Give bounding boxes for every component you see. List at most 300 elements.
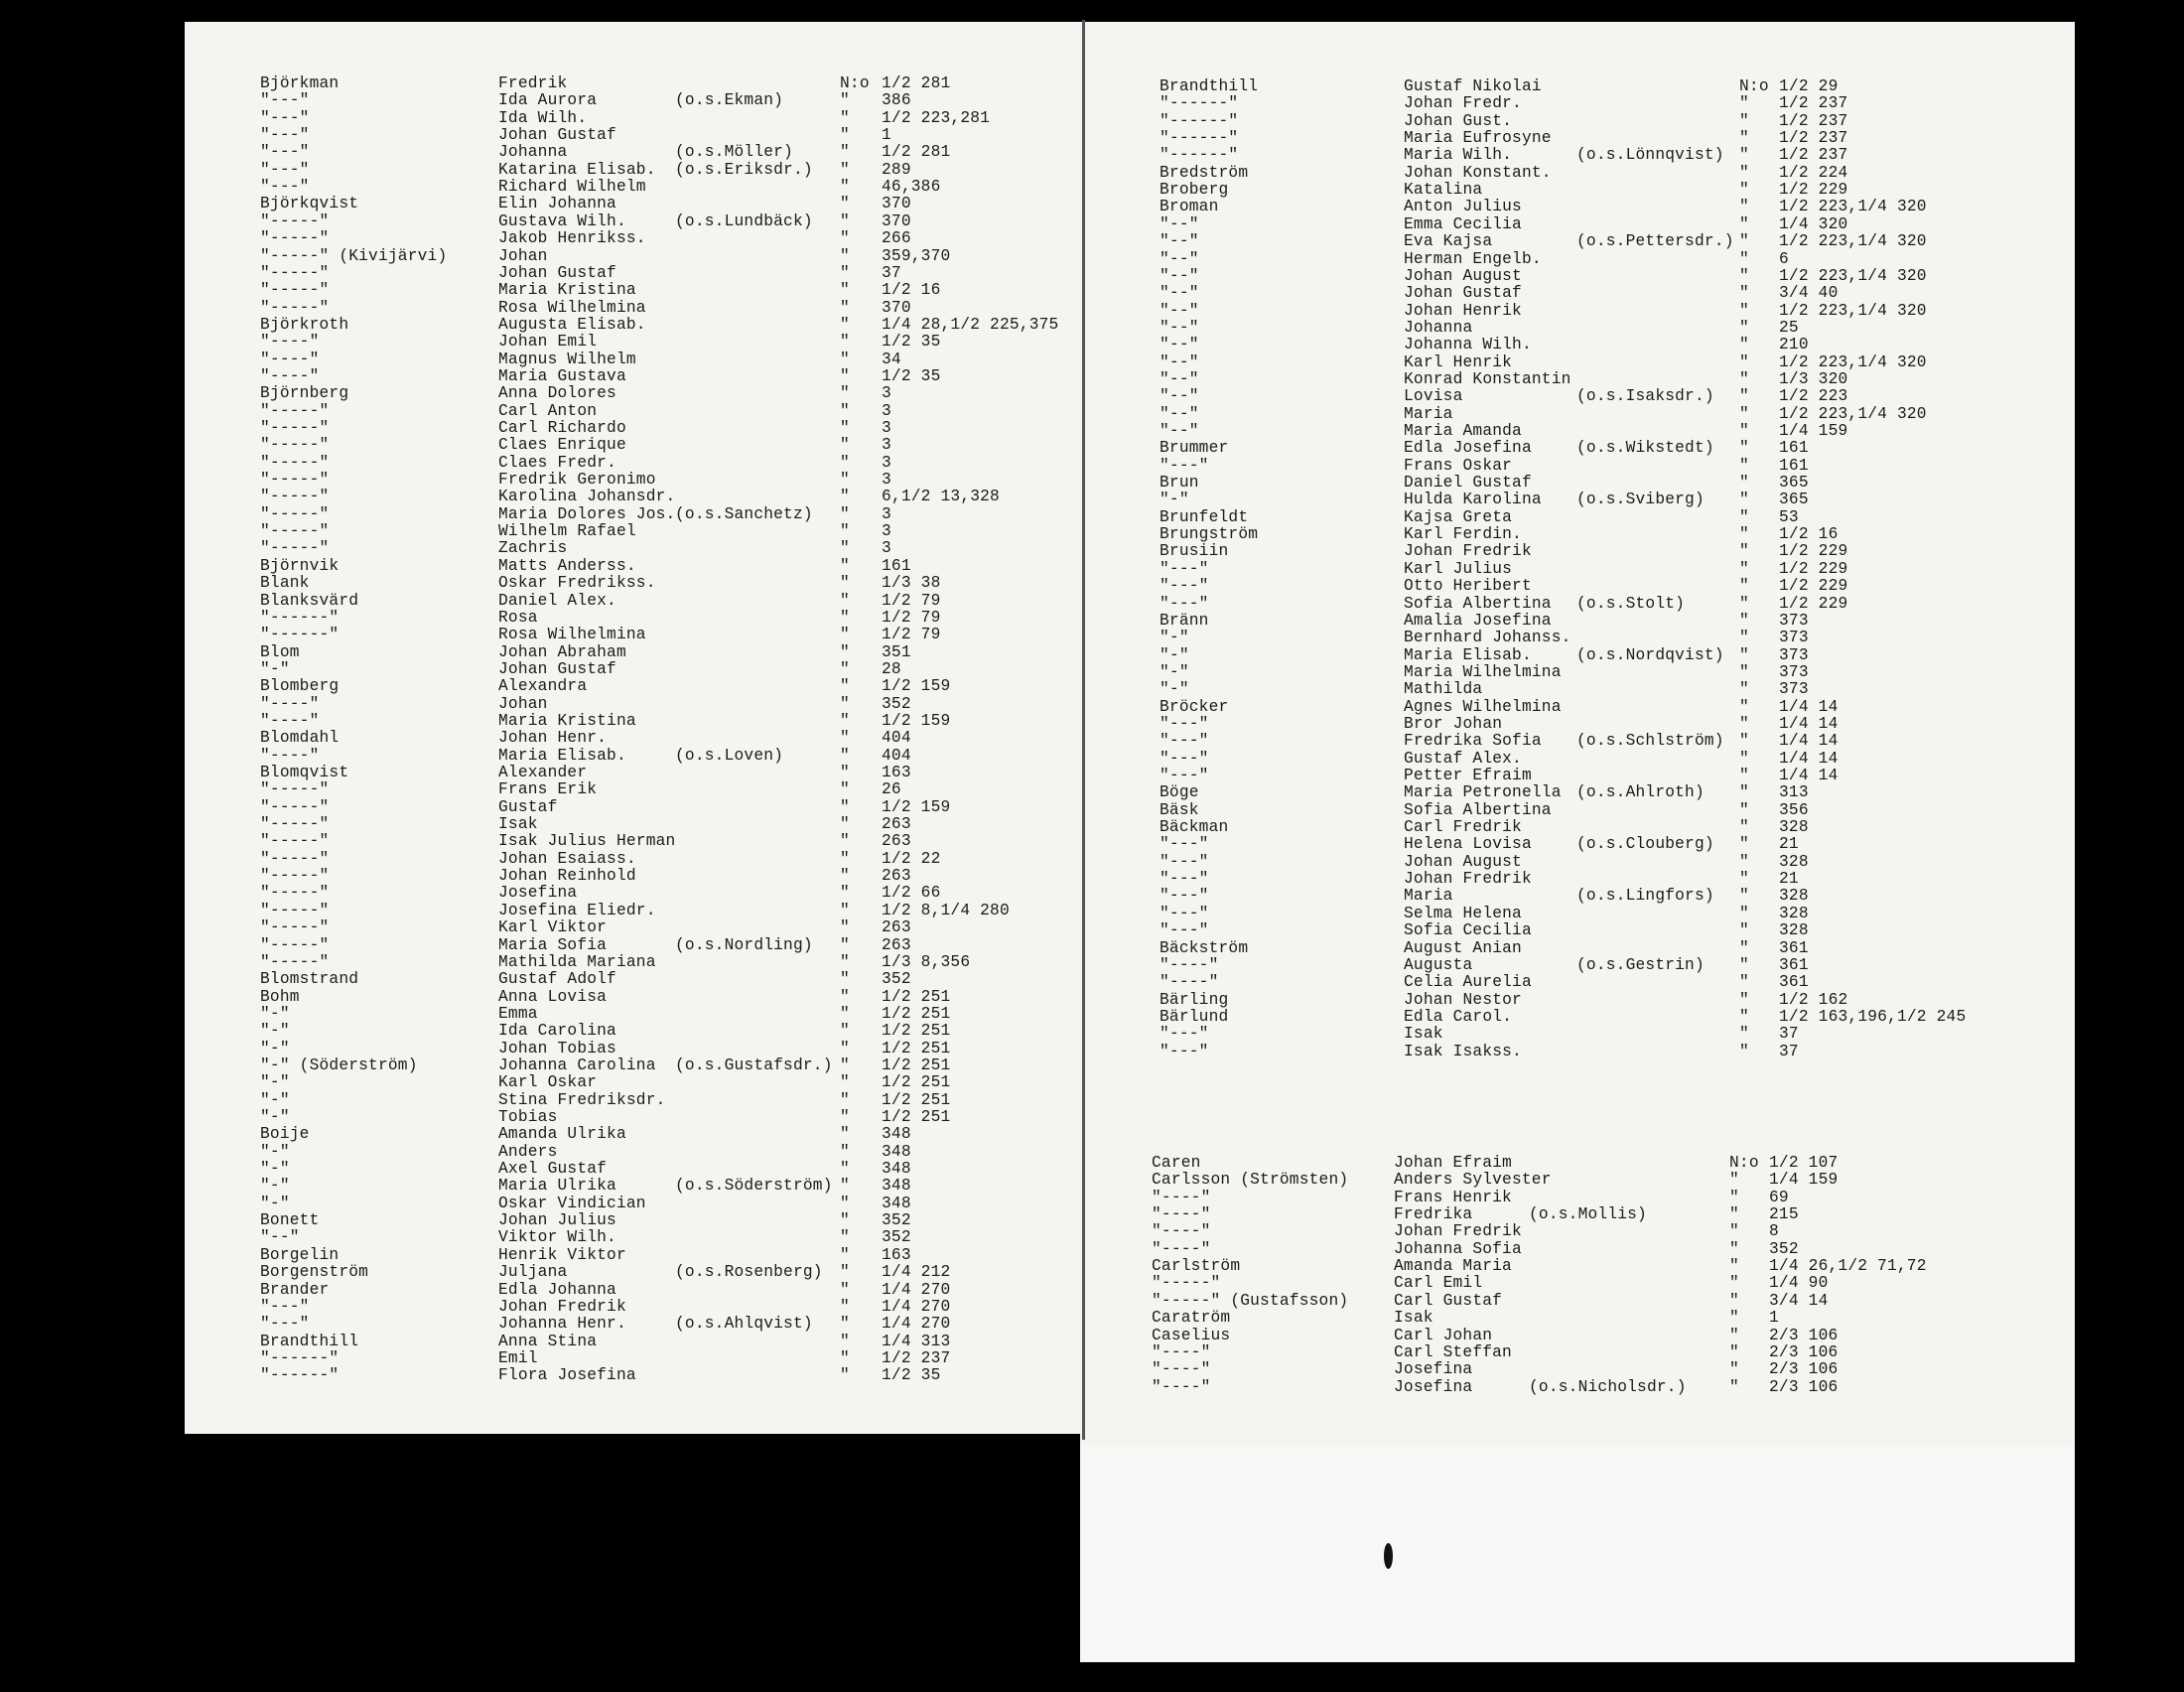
entry-given-name: Zachris [498, 539, 568, 558]
entry-surname: "----" [260, 694, 320, 713]
entry-reference: 1/2 16 [1779, 525, 1839, 544]
entry-given-name: Fredrik Geronimo [498, 471, 656, 490]
entry-surname: "---" [1160, 559, 1209, 578]
entry-given-name: Alexandra [498, 677, 588, 696]
entry-reference: 1/2 159 [882, 711, 951, 730]
entry-given-name: Anna Lovisa [498, 987, 608, 1006]
entry-ref-prefix: " [1729, 1309, 1739, 1328]
entry-reference: 1/4 14 [1779, 749, 1839, 768]
entry-given-name: Johan Tobias [498, 1039, 616, 1058]
entry-reference: 161 [882, 556, 911, 575]
entry-surname: Bonett [260, 1211, 320, 1230]
entry-surname: "-----" [260, 867, 330, 886]
entry-surname: Borgelin [260, 1245, 340, 1264]
entry-given-name: Gustaf Adolf [498, 970, 616, 989]
entry-ref-prefix: " [1739, 611, 1749, 630]
entry-surname: Bäckström [1160, 938, 1249, 957]
entry-reference: 289 [882, 160, 911, 179]
entry-reference: 328 [1779, 887, 1809, 906]
entry-ref-prefix: " [840, 350, 850, 368]
entry-given-name: Isak [498, 815, 538, 834]
entry-surname: "---" [260, 1315, 310, 1334]
entry-reference: 1/2 223,1/4 320 [1779, 232, 1927, 251]
entry-reference: 2/3 106 [1769, 1360, 1839, 1379]
entry-surname: "---" [260, 160, 310, 179]
entry-given-name: Johan [498, 246, 548, 265]
entry-ref-prefix: " [840, 539, 850, 558]
entry-given-name: Johanna Henr. [498, 1315, 626, 1334]
entry-surname: "---" [1160, 577, 1209, 596]
entry-surname: "-----" [260, 263, 330, 282]
entry-given-name: Lovisa [1404, 387, 1463, 406]
entry-ref-prefix: " [840, 333, 850, 352]
entry-surname: Borgenström [260, 1263, 369, 1282]
entry-surname: "---" [1160, 594, 1209, 613]
entry-given-name: Emma Cecilia [1404, 214, 1522, 233]
entry-given-name: Anton Julius [1404, 198, 1522, 216]
entry-given-name: Frans Oskar [1404, 456, 1513, 475]
entry-given-name: Maria Wilhelmina [1404, 662, 1562, 681]
entry-reference: 365 [1779, 474, 1809, 493]
entry-given-name: Richard Wilhelm [498, 178, 646, 197]
entry-ref-prefix: " [840, 918, 850, 937]
entry-reference: 1/4 26,1/2 71,72 [1769, 1257, 1927, 1276]
entry-surname: Björnberg [260, 384, 349, 403]
entry-surname: "----" [1152, 1188, 1211, 1206]
entry-reference: 352 [882, 694, 911, 713]
entry-ref-prefix: " [1739, 94, 1749, 113]
entry-ref-prefix: " [1739, 1007, 1749, 1026]
entry-ref-prefix: " [840, 1315, 850, 1334]
entry-given-name: Carl Johan [1394, 1326, 1493, 1344]
entry-surname: "-" [260, 1073, 290, 1092]
entry-ref-prefix: " [1739, 198, 1749, 216]
entry-reference: 1/4 159 [1779, 422, 1848, 440]
entry-reference: 1/2 251 [882, 987, 951, 1006]
entry-given-name: Edla Josefina [1404, 439, 1532, 458]
entry-ref-prefix: " [840, 488, 850, 506]
entry-reference: 3 [882, 436, 891, 455]
entry-given-name: Frans Henrik [1394, 1188, 1512, 1206]
entry-reference: 1/2 229 [1779, 559, 1848, 578]
entry-reference: 28 [882, 659, 901, 678]
entry-surname: "-" [260, 1039, 290, 1058]
entry-ref-prefix: " [840, 108, 850, 127]
entry-maiden-name: (o.s.Isaksdr.) [1576, 387, 1714, 406]
entry-surname: "--" [1160, 301, 1199, 320]
entry-given-name: Frans Erik [498, 780, 598, 799]
entry-ref-prefix: " [840, 195, 850, 213]
entry-given-name: Sofia Albertina [1404, 594, 1552, 613]
entry-ref-prefix: " [1739, 870, 1749, 889]
entry-surname: Bränn [1160, 611, 1209, 630]
entry-ref-prefix: " [1739, 783, 1749, 802]
entry-given-name: Gustava Wilh. [498, 212, 626, 230]
entry-surname: "---" [1160, 456, 1209, 475]
entry-reference: 1/4 270 [882, 1315, 951, 1334]
entry-surname: "--" [1160, 266, 1199, 285]
entry-reference: 1/2 237 [1779, 129, 1848, 148]
entry-surname: "-----" [260, 815, 330, 834]
entry-surname: "--" [1160, 336, 1199, 354]
entry-ref-prefix: " [1729, 1171, 1739, 1190]
entry-reference: 1/2 159 [882, 677, 951, 696]
entry-given-name: Celia Aurelia [1404, 973, 1532, 992]
entry-surname: Carlsson (Strömsten) [1152, 1171, 1349, 1190]
entry-surname: "-----" [260, 419, 330, 437]
entry-surname: "------" [260, 608, 340, 627]
entry-given-name: Kajsa Greta [1404, 507, 1513, 526]
entry-ref-prefix: " [840, 1022, 850, 1041]
entry-reference: 1/2 223,281 [882, 108, 991, 127]
entry-maiden-name: (o.s.Ahlroth) [1576, 783, 1705, 802]
entry-maiden-name: (o.s.Söderström) [675, 1177, 833, 1196]
entry-given-name: Isak [1394, 1309, 1433, 1328]
entry-given-name: Johan Fredr. [1404, 94, 1522, 113]
entry-reference: 21 [1779, 870, 1799, 889]
entry-given-name: Selma Helena [1404, 904, 1522, 922]
entry-surname: "-" [260, 1194, 290, 1212]
entry-ref-prefix: " [840, 797, 850, 816]
entry-given-name: Carl Anton [498, 401, 598, 420]
entry-ref-prefix: " [1739, 559, 1749, 578]
entry-ref-prefix: " [1729, 1188, 1739, 1206]
entry-surname: Brummer [1160, 439, 1229, 458]
entry-given-name: Josefina [1394, 1377, 1473, 1396]
entry-given-name: Viktor Wilh. [498, 1228, 616, 1247]
entry-ref-prefix: " [1729, 1326, 1739, 1344]
entry-surname: "--" [1160, 249, 1199, 268]
entry-surname: "--" [260, 1228, 300, 1247]
entry-ref-prefix: " [1739, 369, 1749, 388]
entry-surname: "----" [260, 746, 320, 765]
entry-surname: "-----" [260, 436, 330, 455]
entry-surname: Bröcker [1160, 697, 1229, 716]
entry-surname: Caren [1152, 1154, 1201, 1172]
entry-reference: 263 [882, 935, 911, 954]
entry-reference: 1/2 251 [882, 1056, 951, 1074]
entry-reference: 1/2 229 [1779, 181, 1848, 200]
entry-reference: 2/3 106 [1769, 1377, 1839, 1396]
entry-reference: 328 [1779, 818, 1809, 837]
entry-ref-prefix: " [840, 436, 850, 455]
entry-reference: 8 [1769, 1222, 1779, 1241]
entry-surname: "---" [1160, 1042, 1209, 1060]
entry-ref-prefix: " [840, 1090, 850, 1109]
entry-reference: 1/2 229 [1779, 577, 1848, 596]
entry-surname: Brusiin [1160, 542, 1229, 561]
entry-given-name: Fredrika Sofia [1404, 732, 1542, 751]
entry-given-name: Fredrik [498, 74, 568, 92]
entry-maiden-name: (o.s.Lönnqvist) [1576, 146, 1724, 165]
entry-given-name: Petter Efraim [1404, 767, 1532, 784]
entry-given-name: Claes Enrique [498, 436, 626, 455]
entry-surname: "----" [1152, 1239, 1211, 1258]
entry-reference: 1/4 90 [1769, 1274, 1829, 1293]
entry-maiden-name: (o.s.Ekman) [675, 91, 784, 110]
entry-reference: 1/2 22 [882, 849, 941, 868]
entry-given-name: Maria Eufrosyne [1404, 129, 1552, 148]
entry-ref-prefix: N:o [840, 74, 870, 92]
entry-ref-prefix: " [840, 160, 850, 179]
entry-given-name: Maria Petronella [1404, 783, 1562, 802]
entry-surname: "-----" [260, 901, 330, 919]
entry-surname: Brander [260, 1280, 330, 1299]
entry-given-name: Anders [498, 1142, 558, 1161]
entry-ref-prefix: " [1729, 1342, 1739, 1361]
entry-reference: 210 [1779, 336, 1809, 354]
entry-given-name: Bernhard Johanss. [1404, 629, 1571, 647]
entry-ref-prefix: " [1739, 129, 1749, 148]
entry-ref-prefix: " [840, 212, 850, 230]
entry-surname: "----" [1152, 1377, 1211, 1396]
entry-reference: 1/2 223 [1779, 387, 1848, 406]
entry-reference: 1/2 251 [882, 1004, 951, 1023]
entry-surname: "----" [260, 366, 320, 385]
entry-ref-prefix: " [1739, 284, 1749, 303]
entry-surname: "-----" [260, 918, 330, 937]
entry-reference: 1/2 16 [882, 281, 941, 300]
entry-ref-prefix: " [840, 178, 850, 197]
entry-reference: 365 [1779, 491, 1809, 509]
entry-ref-prefix: " [840, 711, 850, 730]
entry-given-name: Edla Carol. [1404, 1007, 1513, 1026]
entry-given-name: Maria Sofia [498, 935, 608, 954]
entry-ref-prefix: " [840, 901, 850, 919]
entry-ref-prefix: " [1739, 525, 1749, 544]
entry-surname: Broberg [1160, 181, 1229, 200]
entry-ref-prefix: " [1739, 629, 1749, 647]
entry-ref-prefix: " [840, 952, 850, 971]
entry-ref-prefix: " [1739, 336, 1749, 354]
entry-given-name: Johan Gustaf [498, 263, 616, 282]
entry-reference: 1/2 281 [882, 143, 951, 162]
entry-ref-prefix: " [840, 1228, 850, 1247]
entry-ref-prefix: " [840, 1004, 850, 1023]
entry-ref-prefix: " [1739, 318, 1749, 337]
entry-ref-prefix: " [1739, 749, 1749, 768]
entry-surname: "----" [1160, 955, 1219, 974]
entry-surname: "---" [1160, 904, 1209, 922]
entry-ref-prefix: " [840, 1108, 850, 1126]
entry-ref-prefix: " [840, 780, 850, 799]
entry-surname: "---" [1160, 835, 1209, 854]
entry-ref-prefix: " [1739, 852, 1749, 871]
entry-given-name: Johan Fredrik [498, 1297, 626, 1316]
entry-reference: 1/2 251 [882, 1073, 951, 1092]
entry-given-name: Agnes Wilhelmina [1404, 697, 1562, 716]
entry-ref-prefix: " [840, 1056, 850, 1074]
entry-maiden-name: (o.s.Lundbäck) [675, 212, 813, 230]
entry-surname: Bohm [260, 987, 300, 1006]
entry-reference: 1/4 14 [1779, 732, 1839, 751]
entry-ref-prefix: " [1739, 800, 1749, 819]
entry-surname: "---" [260, 108, 310, 127]
entry-surname: "---" [1160, 870, 1209, 889]
entry-ref-prefix: " [1739, 955, 1749, 974]
entry-reference: 373 [1779, 662, 1809, 681]
entry-surname: "-" [260, 1022, 290, 1041]
entry-given-name: Juljana [498, 1263, 568, 1282]
entry-surname: "------" [1160, 146, 1239, 165]
entry-reference: 3 [882, 384, 891, 403]
entry-ref-prefix: " [1729, 1274, 1739, 1293]
entry-reference: 1/2 162 [1779, 990, 1848, 1009]
entry-reference: 328 [1779, 852, 1809, 871]
entry-reference: 263 [882, 832, 911, 851]
entry-given-name: Johan [498, 694, 548, 713]
entry-surname: "---" [260, 126, 310, 145]
entry-reference: 1/4 320 [1779, 214, 1848, 233]
entry-ref-prefix: " [840, 143, 850, 162]
entry-ref-prefix: " [1739, 439, 1749, 458]
entry-ref-prefix: " [1729, 1291, 1739, 1310]
entry-ref-prefix: " [1729, 1257, 1739, 1276]
entry-given-name: Magnus Wilhelm [498, 350, 636, 368]
entry-given-name: Johanna Wilh. [1404, 336, 1532, 354]
entry-maiden-name: (o.s.Loven) [675, 746, 784, 765]
entry-given-name: Flora Josefina [498, 1366, 636, 1385]
entry-surname: "------" [260, 1366, 340, 1385]
entry-reference: 1/2 251 [882, 1090, 951, 1109]
entry-given-name: Maria Kristina [498, 711, 636, 730]
entry-given-name: Johan Henrik [1404, 301, 1522, 320]
entry-surname: "------" [1160, 111, 1239, 130]
entry-reference: 1/4 270 [882, 1280, 951, 1299]
entry-ref-prefix: " [1739, 714, 1749, 733]
entry-ref-prefix: " [840, 746, 850, 765]
entry-surname: "-" [1160, 491, 1189, 509]
entry-given-name: Carl Steffan [1394, 1342, 1512, 1361]
entry-reference: 361 [1779, 938, 1809, 957]
entry-ref-prefix: " [1739, 921, 1749, 940]
entry-surname: Brandthill [260, 1332, 359, 1350]
entry-surname: "---" [1160, 1025, 1209, 1044]
entry-ref-prefix: " [840, 126, 850, 145]
entry-ref-prefix: " [1739, 507, 1749, 526]
entry-given-name: Stina Fredriksdr. [498, 1090, 666, 1109]
entry-reference: 352 [1769, 1239, 1799, 1258]
entry-reference: 263 [882, 867, 911, 886]
entry-reference: 1/2 229 [1779, 542, 1848, 561]
entry-reference: 34 [882, 350, 901, 368]
entry-surname: Björkman [260, 74, 340, 92]
entry-reference: 25 [1779, 318, 1799, 337]
entry-ref-prefix: " [1739, 818, 1749, 837]
entry-reference: 356 [1779, 800, 1809, 819]
entry-surname: "-----" [260, 522, 330, 541]
entry-ref-prefix: " [840, 935, 850, 954]
entry-given-name: Wilhelm Rafael [498, 522, 636, 541]
entry-reference: 3 [882, 522, 891, 541]
entry-ref-prefix: " [1739, 594, 1749, 613]
entry-maiden-name: (o.s.Sanchetz) [675, 504, 813, 523]
entry-given-name: Ida Carolina [498, 1022, 616, 1041]
entry-surname: "-" [1160, 629, 1189, 647]
entry-ref-prefix: N:o [1739, 77, 1769, 95]
entry-given-name: Axel Gustaf [498, 1160, 608, 1179]
entry-reference: 1/2 223,1/4 320 [1779, 266, 1927, 285]
entry-surname: "----" [260, 711, 320, 730]
entry-reference: 1/3 8,356 [882, 952, 971, 971]
entry-surname: Blank [260, 574, 310, 593]
entry-ref-prefix: " [840, 677, 850, 696]
entry-given-name: Otto Heribert [1404, 577, 1532, 596]
entry-given-name: Karl Viktor [498, 918, 608, 937]
entry-given-name: Isak Julius Herman [498, 832, 676, 851]
entry-surname: "-----" [260, 504, 330, 523]
entry-reference: 1/2 281 [882, 74, 951, 92]
entry-ref-prefix: " [1739, 680, 1749, 699]
entry-surname: "---" [1160, 852, 1209, 871]
entry-given-name: Karl Oskar [498, 1073, 598, 1092]
entry-surname: "------" [260, 626, 340, 644]
entry-surname: Bäckman [1160, 818, 1229, 837]
entry-ref-prefix: " [840, 832, 850, 851]
entry-reference: 3/4 40 [1779, 284, 1839, 303]
entry-given-name: Henrik Viktor [498, 1245, 626, 1264]
entry-surname: Björkroth [260, 315, 349, 334]
entry-ref-prefix: " [840, 642, 850, 661]
entry-surname: Blomstrand [260, 970, 359, 989]
entry-reference: 161 [1779, 456, 1809, 475]
entry-surname: "-----" [260, 832, 330, 851]
entry-surname: Bredström [1160, 163, 1249, 182]
entry-surname: "----" [1152, 1222, 1211, 1241]
entry-surname: "--" [1160, 232, 1199, 251]
entry-surname: "--" [1160, 318, 1199, 337]
entry-given-name: Johan Fredrik [1404, 870, 1532, 889]
entry-surname: Boije [260, 1125, 310, 1144]
entry-given-name: Isak [1404, 1025, 1443, 1044]
entry-surname: "-----" [1152, 1274, 1221, 1293]
entry-given-name: Maria [1404, 887, 1453, 906]
entry-ref-prefix: " [840, 281, 850, 300]
entry-given-name: Johan Gust. [1404, 111, 1513, 130]
entry-surname: "-----" [260, 298, 330, 317]
entry-given-name: Emil [498, 1348, 538, 1367]
entry-surname: "-----" [260, 229, 330, 248]
entry-reference: 1/2 223,1/4 320 [1779, 352, 1927, 371]
entry-reference: 3 [882, 504, 891, 523]
entry-ref-prefix: " [840, 1160, 850, 1179]
entry-ref-prefix: " [840, 694, 850, 713]
entry-reference: 1/2 8,1/4 280 [882, 901, 1010, 919]
entry-reference: 37 [1779, 1042, 1799, 1060]
entry-given-name: Carl Fredrik [1404, 818, 1522, 837]
entry-ref-prefix: " [1739, 904, 1749, 922]
entry-surname: "-" [260, 1160, 290, 1179]
entry-surname: "---" [1160, 887, 1209, 906]
entry-reference: 1/2 224 [1779, 163, 1848, 182]
entry-reference: 1/2 79 [882, 591, 941, 610]
entry-reference: 266 [882, 229, 911, 248]
entry-ref-prefix: " [840, 556, 850, 575]
page-bottom-margin [1080, 1446, 2075, 1662]
entry-maiden-name: (o.s.Lingfors) [1576, 887, 1714, 906]
entry-ref-prefix: " [840, 471, 850, 490]
entry-reference: 1/2 251 [882, 1039, 951, 1058]
entry-given-name: Josefina [1394, 1360, 1473, 1379]
entry-ref-prefix: " [1739, 387, 1749, 406]
entry-given-name: Johanna Carolina [498, 1056, 656, 1074]
entry-given-name: Anders Sylvester [1394, 1171, 1552, 1190]
entry-ref-prefix: " [1739, 214, 1749, 233]
entry-reference: 1/4 313 [882, 1332, 951, 1350]
entry-given-name: Eva Kajsa [1404, 232, 1493, 251]
entry-given-name: Johanna Sofia [1394, 1239, 1522, 1258]
entry-ref-prefix: N:o [1729, 1154, 1759, 1172]
